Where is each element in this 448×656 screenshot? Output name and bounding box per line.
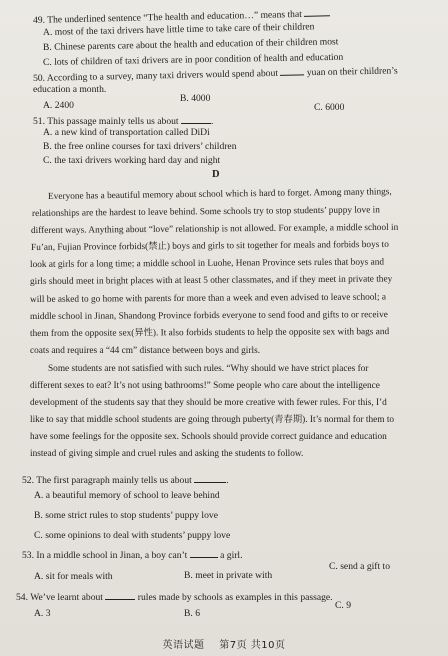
question-51-option-a: A. a new kind of transportation called DiDi [43,127,210,138]
answer-blank [105,590,135,600]
passage-line: like to say that middle school students are going through puberty(青春期). It’s normal for them to [30,415,395,425]
question-54-option-b: B. 6 [184,608,200,619]
passage-line: instead of giving simple and cruel rules and asking the students to follow. [30,449,304,459]
passage-line: them from the opposite sex(异性). It also forbids students to help the opposite sex with bags and [29,327,390,339]
page-footer [0,636,448,651]
question-54-option-a: A. 3 [34,608,51,619]
answer-blank [304,6,330,17]
question-49-option-b: B. Chinese parents care about the health and education of their children most [42,36,339,53]
footer-subject: 英语试题 [162,640,205,651]
question-50-option-a: A. 2400 [43,100,74,111]
question-50-stem: 50. According to a survey, many taxi drivers would spend about yuan on their children’s [32,65,398,84]
section-heading: D [212,169,220,180]
passage-line: coats and requires a “44 cm” distance between boys and girls. [30,346,261,356]
question-52-option-a: A. a beautiful memory of school to leave behind [34,490,220,501]
passage-line: look at girls for a long time; a middle school in Luohe, Henan Province sets rules that boys and [29,257,385,270]
question-50-option-b: B. 4000 [180,93,211,104]
question-50-stem-continued: education a month. [33,84,107,95]
passage-line: have some feelings for the opposite sex. Schools should provide correct guidance and education [30,432,387,442]
question-51-stem: 51. This passage mainly tells us about . [33,116,214,127]
passage-line: middle school in Jinan, Shandong Province forbids everyone to send food and gifts to or receive [29,310,388,322]
passage-line: girls should meet in bright places with at least 5 other classmates, and if they meet in private they [29,274,393,287]
passage-line: different sexes to eat? It’s not using bathrooms!” Some people who care about the intelligence [30,381,380,391]
footer-page-number: 第7页 共10页 [219,640,286,651]
passage-line: will be asked to go home with parents for more than a week and even advised to leave school; a [29,292,387,305]
question-49-stem: 49. The underlined sentence “The health and education…” means that [33,6,331,27]
question-54-option-c: C. 9 [335,600,351,611]
passage-line: development of the students say that they should be more creative with fewer rules. For this, I’d [30,398,387,408]
question-50-option-c: C. 6000 [314,102,345,113]
answer-blank [280,65,304,76]
passage-line: Some students are not satisfied with such rules. “Why should we have strict places for [48,364,369,374]
question-53-option-a: A. sit for meals with [34,571,113,582]
question-52-stem: 52. The first paragraph mainly tells us about . [22,475,229,486]
answer-blank [190,548,218,558]
question-53-option-c: C. send a gift to [329,561,391,572]
question-52-option-b: B. some strict rules to stop students’ puppy love [34,510,218,521]
question-54-stem: 54. We’ve learnt about rules made by schools as examples in this passage. [16,592,333,603]
answer-blank [194,473,226,483]
answer-blank [181,114,211,124]
passage-line: Fu’an, Fujian Province forbids(禁止) boys and girls to sit together for meals and forbids boys to [30,239,389,253]
question-49-option-c: C. lots of children of taxi drivers are in poor condition of health and education [42,51,344,68]
passage-line: Everyone has a beautiful memory about school which is hard to forget. Among many things, [47,187,392,202]
question-51-option-b: B. the free online courses for taxi drivers’ children [43,141,237,152]
passage-line: different ways. Anything about “love” relationship is not allowed. For example, a middle school in [30,222,399,236]
question-52-option-c: C. some opinions to deal with students’ puppy love [34,530,231,541]
question-53-option-b: B. meet in private with [184,570,273,581]
question-53-stem: 53. In a middle school in Jinan, a boy can’t a girl. [22,550,243,561]
question-49-option-a: A. most of the taxi drivers have little time to take care of their children [42,21,315,38]
question-51-option-c: C. the taxi drivers working hard day and night [43,155,221,166]
passage-line: relationships are the hardest to leave behind. Some schools try to stop students’ puppy love in [31,205,380,219]
